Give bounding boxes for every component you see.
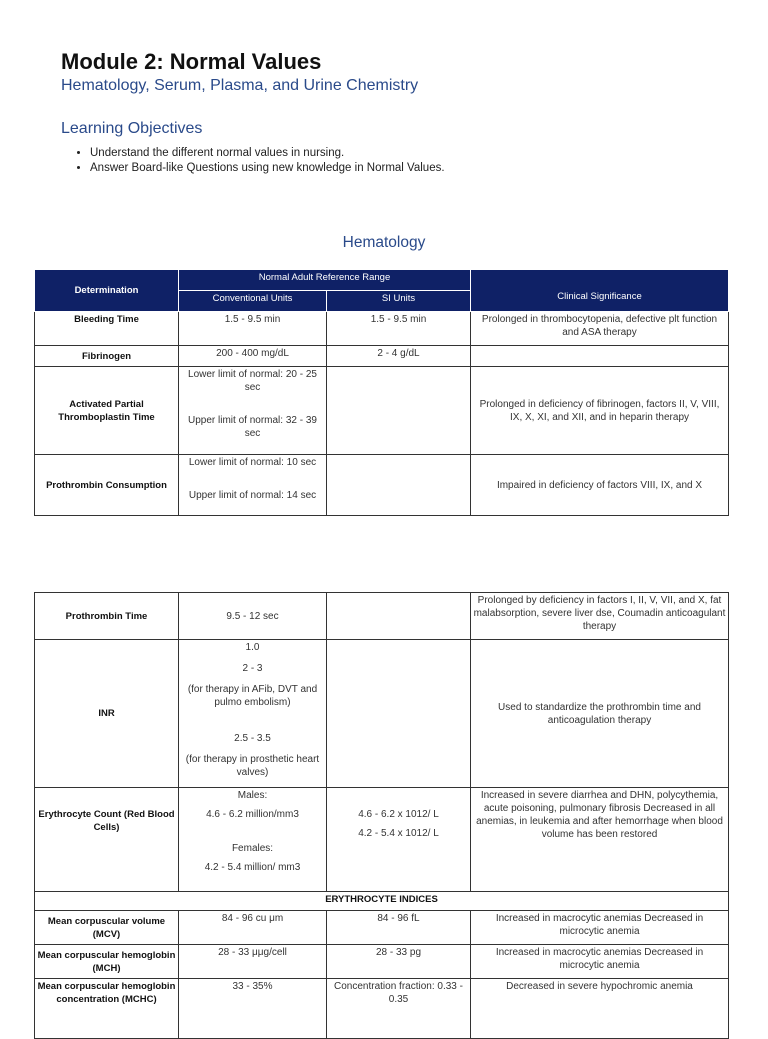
header-conventional: Conventional Units: [179, 291, 327, 312]
objective-item: • Answer Board-like Questions using new knowledge in Normal Values.: [90, 161, 445, 176]
cell-si: 1.5 - 9.5 min: [327, 312, 471, 346]
row-label: Prothrombin Time: [35, 593, 179, 640]
cell-clinical: Decreased in severe hypochromic anemia: [471, 979, 729, 1039]
range-upper: Upper limit of normal: 14 sec: [188, 490, 317, 501]
cell-clinical: Prolonged in deficiency of fibrinogen, factors II, V, VIII, IX, X, XI, and XII, and in heparin therapy: [471, 367, 729, 455]
cell-conventional: [179, 788, 327, 892]
row-label: INR: [35, 640, 179, 788]
table-row: [35, 640, 729, 788]
cell-conventional: 1.5 - 9.5 min: [179, 312, 327, 346]
inr-value: 2 - 3: [242, 663, 263, 674]
cell-clinical: Increased in severe diarrhea and DHN, polycythemia, acute poisoning, pulmonary fibrosis Decreased in all anemias, in leukemia and after hemorrhage when blood volume has been restored: [471, 788, 729, 892]
header-clinical: Clinical Significance: [471, 270, 729, 312]
inr-value: 2.5 - 3.5: [234, 733, 271, 744]
cell-si: [327, 367, 471, 455]
cell-clinical: Impaired in deficiency of factors VIII, IX, and X: [471, 455, 729, 516]
cell-clinical: Used to standardize the prothrombin time and anticoagulation therapy: [471, 640, 729, 788]
cell-clinical: [471, 346, 729, 367]
cell-conventional: 9.5 - 12 sec: [179, 593, 327, 640]
inr-note: (for therapy in AFib, DVT and pulmo embolism): [187, 684, 318, 708]
cell-si: 84 - 96 fL: [327, 911, 471, 945]
cell-conventional: 28 - 33 μμg/cell: [179, 945, 327, 979]
cell-conventional: [179, 640, 327, 788]
objective-item: • Understand the different normal values in nursing.: [90, 146, 445, 161]
table-row: [35, 788, 729, 892]
row-label: Mean corpuscular volume (MCV): [35, 911, 179, 945]
row-label: Bleeding Time: [35, 312, 179, 346]
cell-si: [327, 593, 471, 640]
inr-note: (for therapy in prosthetic heart valves): [185, 754, 320, 778]
section-title: Hematology: [342, 234, 426, 251]
header-si: SI Units: [327, 291, 471, 312]
cell-clinical: Prolonged in thrombocytopenia, defective plt function and ASA therapy: [471, 312, 729, 346]
range-lower: Lower limit of normal: 10 sec: [188, 457, 317, 468]
table-row: [35, 593, 729, 640]
cell-si: 2 - 4 g/dL: [327, 346, 471, 367]
table-row: [35, 367, 729, 455]
range-lower: Lower limit of normal: 20 - 25 sec: [188, 369, 317, 393]
hematology-table-1: [34, 269, 729, 516]
objectives-heading: Learning Objectives: [61, 120, 203, 137]
cell-conventional: 33 - 35%: [179, 979, 327, 1039]
module-title: Module 2: Normal Values: [61, 49, 322, 74]
cell-conventional: [179, 455, 327, 516]
range-upper: Upper limit of normal: 32 - 39 sec: [188, 415, 317, 439]
cell-si: Concentration fraction: 0.33 - 0.35: [327, 979, 471, 1039]
cell-clinical: Prolonged by deficiency in factors I, II, V, VII, and X, fat malabsorption, severe liver dse, Coumadin anticoagulant therapy: [471, 593, 729, 640]
cell-si: 28 - 33 pg: [327, 945, 471, 979]
table-row: [35, 346, 729, 367]
cell-si: [327, 788, 471, 892]
indices-heading: ERYTHROCYTE INDICES: [35, 892, 729, 911]
header-range: Normal Adult Reference Range: [179, 270, 471, 291]
cell-conventional: 84 - 96 cu μm: [179, 911, 327, 945]
cell-clinical: Increased in macrocytic anemias Decreased in microcytic anemia: [471, 911, 729, 945]
table-row: [35, 945, 729, 979]
header-determination: Determination: [35, 270, 179, 312]
cell-clinical: Increased in macrocytic anemias Decreased in microcytic anemia: [471, 945, 729, 979]
inr-value: 1.0: [245, 642, 260, 653]
table-row: [35, 455, 729, 516]
table-row: [35, 979, 729, 1039]
table-row: [35, 892, 729, 911]
cell-si: [327, 455, 471, 516]
sex-label: Males:: [237, 790, 268, 801]
row-label: Erythrocyte Count (Red Blood Cells): [35, 788, 179, 892]
table-row: [35, 911, 729, 945]
female-si: 4.2 - 5.4 x 1012/ L: [358, 828, 439, 839]
row-label: Prothrombin Consumption: [35, 455, 179, 516]
row-label: Mean corpuscular hemoglobin concentration (MCHC): [35, 979, 179, 1039]
row-label: Mean corpuscular hemoglobin (MCH): [35, 945, 179, 979]
male-si: 4.6 - 6.2 x 1012/ L: [358, 809, 439, 820]
module-subtitle: Hematology, Serum, Plasma, and Urine Chemistry: [61, 77, 419, 94]
cell-conventional: 200 - 400 mg/dL: [179, 346, 327, 367]
row-label: Fibrinogen: [35, 346, 179, 367]
row-label: Activated Partial Thromboplastin Time: [35, 367, 179, 455]
male-range: 4.6 - 6.2 million/mm3: [206, 809, 299, 820]
objectives-list: [72, 146, 445, 176]
sex-label: Females:: [231, 843, 274, 854]
hematology-table-2: [34, 592, 729, 1039]
table-row: [35, 312, 729, 346]
cell-conventional: [179, 367, 327, 455]
female-range: 4.2 - 5.4 million/ mm3: [204, 862, 301, 873]
cell-si: [327, 640, 471, 788]
